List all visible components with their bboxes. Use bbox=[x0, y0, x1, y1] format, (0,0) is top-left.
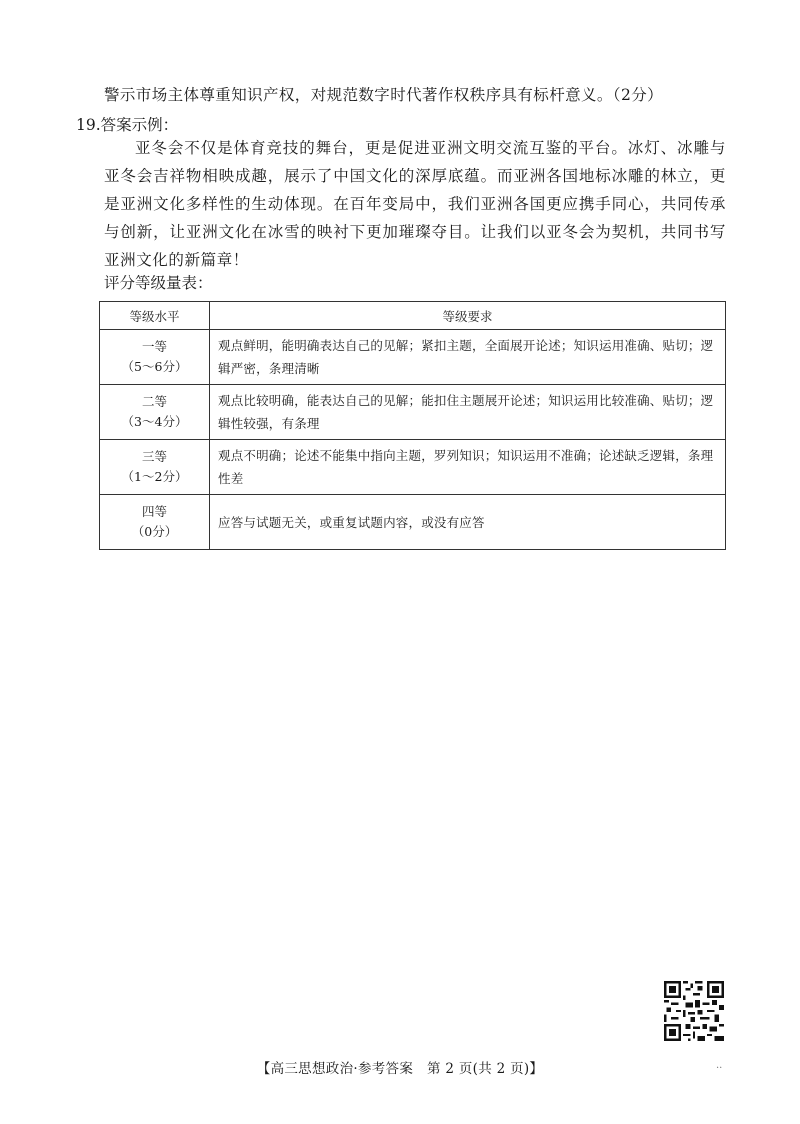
level-score: （3～4分） bbox=[121, 414, 188, 429]
level-name: 四等 bbox=[141, 504, 167, 519]
level-name: 一等 bbox=[141, 339, 167, 354]
header-level: 等级水平 bbox=[100, 302, 210, 330]
grading-scale-table bbox=[99, 301, 726, 550]
level-score: （0分） bbox=[131, 524, 178, 539]
level-cell bbox=[100, 385, 210, 440]
table-row bbox=[100, 495, 726, 550]
answer-paragraph: 亚冬会不仅是体育竞技的舞台，更是促进亚洲文明交流互鉴的平台。冰灯、冰雕与亚冬会吉祥物相映成趣，展示了中国文化的深厚底蕴。而亚洲各国地标冰雕的林立，更是亚洲文化多样性的生动体现。在百年变局中，我们亚洲各国更应携手同心，共同传承与创新，让亚洲文化在冰雪的映衬下更加璀璨夺目。让我们以亚冬会为契机，共同书写亚洲文化的新篇章！ bbox=[104, 139, 726, 269]
question-label: 19.答案示例： bbox=[76, 116, 179, 134]
requirement-cell: 观点不明确；论述不能集中指向主题，罗列知识；知识运用不准确；论述缺乏逻辑，条理性差 bbox=[210, 440, 726, 495]
level-name: 二等 bbox=[141, 394, 167, 409]
scale-title: 评分等级量表： bbox=[104, 274, 213, 292]
level-cell bbox=[100, 440, 210, 495]
level-cell bbox=[100, 495, 210, 550]
level-score: （5～6分） bbox=[121, 359, 188, 374]
continued-answer-line: 警示市场主体尊重知识产权，对规范数字时代著作权秩序具有标杆意义。（2分） bbox=[104, 86, 664, 104]
level-score: （1～2分） bbox=[121, 469, 188, 484]
table-row bbox=[100, 330, 726, 385]
level-cell bbox=[100, 330, 210, 385]
corner-mark: .. bbox=[716, 1060, 723, 1071]
table-row bbox=[100, 385, 726, 440]
requirement-cell: 观点鲜明，能明确表达自己的见解；紧扣主题，全面展开论述；知识运用准确、贴切；逻辑严密，条理清晰 bbox=[210, 330, 726, 385]
requirement-cell: 应答与试题无关，或重复试题内容，或没有应答 bbox=[210, 495, 726, 550]
page-footer: 【高三思想政治·参考答案 第 2 页(共 2 页)】 bbox=[256, 1061, 544, 1077]
qr-code-icon[interactable] bbox=[664, 981, 724, 1041]
header-requirement: 等级要求 bbox=[210, 302, 726, 330]
level-name: 三等 bbox=[141, 449, 167, 464]
table-row bbox=[100, 440, 726, 495]
requirement-cell: 观点比较明确，能表达自己的见解；能扣住主题展开论述；知识运用比较准确、贴切；逻辑性较强，有条理 bbox=[210, 385, 726, 440]
table-header-row bbox=[100, 302, 726, 330]
